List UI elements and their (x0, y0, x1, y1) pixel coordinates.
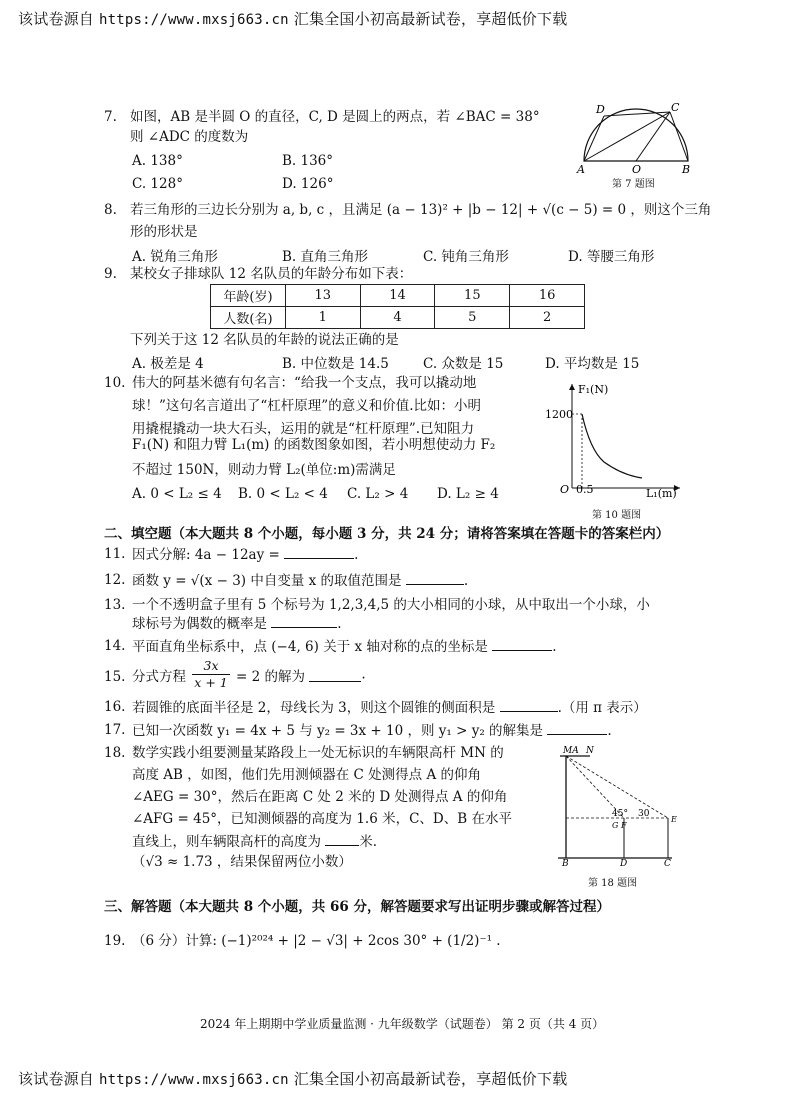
q10-x-axis-label: L₁(m) (646, 487, 677, 500)
q11-end: . (354, 547, 359, 563)
q13-line1: 一个不透明盒子里有 5 个标号为 1,2,3,4,5 的大小相同的小球，从中取出一个小球，小 (132, 597, 650, 613)
question-15 (132, 658, 366, 691)
q10-line5: 不超过 150N，则动力臂 L₂(单位:m)需满足 (132, 462, 396, 478)
q18-line5-end: 米. (359, 834, 378, 850)
q10-y-axis-label: F₁(N) (578, 383, 609, 396)
q16-number: 16. (104, 699, 126, 715)
q7-option-c: C. 128° (132, 176, 183, 192)
q8-line2: 形的形状是 (130, 224, 198, 240)
q14-text: 平面直角坐标系中，点 (−4, 6) 关于 x 轴对称的点的坐标是 (132, 639, 488, 655)
q15-numerator: 3x (192, 658, 229, 675)
q10-y-value-label: 1200 (545, 408, 573, 421)
q9-number: 9. (104, 266, 117, 282)
q10-line3: 用撬棍撬动一块大石头，运用的就是“杠杆原理”.已知阻力 (132, 421, 475, 437)
q18-label-30: 30 (638, 809, 650, 819)
q7-option-d: D. 126° (282, 176, 334, 192)
q9-option-b: B. 中位数是 14.5 (282, 356, 389, 372)
q10-option-d: D. L₂ ≥ 4 (437, 486, 499, 502)
q9-line1: 某校女子排球队 12 名队员的年龄分布如下表： (130, 266, 413, 282)
q13-answer-blank[interactable] (271, 614, 337, 628)
q10-line1: 伟大的阿基米德有句名言：“给我一个支点，我可以撬动地 (132, 375, 477, 391)
banner-suffix: 汇集全国小初高最新试卷，享超低价下载 (293, 1070, 568, 1088)
q10-x-value-label: 0.5 (576, 483, 594, 496)
q10-line2: 球！”这句名言道出了“杠杆原理”的意义和价值.比如：小明 (132, 398, 481, 414)
q10-option-b: B. 0 < L₂ < 4 (238, 486, 328, 502)
table-cell: 年龄(岁) (211, 285, 286, 307)
q10-inverse-function-graph (542, 380, 682, 502)
q18-answer-blank[interactable] (325, 832, 359, 846)
q14-number: 14. (104, 638, 126, 654)
q15-denominator: x + 1 (194, 675, 228, 690)
q12-answer-blank[interactable] (406, 571, 464, 585)
q18-label-b: B (562, 859, 569, 866)
q18-line1: 数学实践小组要测量某路段上一处无标识的车辆限高杆 MN 的 (132, 745, 504, 761)
section-3-title: 三、解答题（本大题共 8 个小题，共 66 分，解答题要求写出证明步骤或解答过程） (104, 899, 610, 915)
q15-post: = 2 的解为 (236, 668, 306, 685)
q8-option-a: A. 锐角三角形 (132, 249, 218, 265)
q7-label-a: A (577, 163, 585, 176)
table-cell: 14 (360, 285, 435, 307)
q18-line4: ∠AFG = 45°，已知测倾器的高度为 1.6 米，C、D、B 在水平 (132, 811, 512, 827)
question-17 (132, 721, 612, 740)
q18-line6: （√3 ≈ 1.73 ，结果保留两位小数） (132, 854, 352, 870)
q18-line5: 直线上，则车辆限高杆的高度为 (132, 834, 321, 850)
table-cell: 13 (285, 285, 360, 307)
q14-end: . (552, 639, 557, 655)
q10-origin-label: O (560, 483, 570, 496)
q7-semicircle-figure (572, 98, 696, 176)
q9-option-a: A. 极差是 4 (132, 356, 204, 372)
q9-option-d: D. 平均数是 15 (545, 356, 640, 372)
q9-table-row-age (211, 285, 585, 307)
q17-number: 17. (104, 722, 126, 738)
banner-prefix: 该试卷源自 (18, 10, 95, 28)
q8-option-b: B. 直角三角形 (282, 249, 369, 265)
q18-line2: 高度 AB ，如图，他们先用测倾器在 C 处测得点 A 的仰角 (132, 767, 481, 783)
q7-label-o: O (632, 163, 642, 176)
table-cell: 16 (510, 285, 585, 307)
q10-line4: F₁(N) 和阻力臂 L₁(m) 的函数图象如图，若小明想使动力 F₂ (132, 437, 496, 453)
q11-answer-blank[interactable] (284, 545, 354, 559)
q11-text: 因式分解: 4a − 12ay = (132, 547, 280, 563)
q9-option-c: C. 众数是 15 (423, 356, 504, 372)
q18-line5-wrap (132, 832, 377, 851)
q17-text: 已知一次函数 y₁ = 4x + 5 与 y₂ = 3x + 10 ，则 y₁ > y₂ 的解集是 (132, 723, 544, 739)
q10-option-a: A. 0 < L₂ ≤ 4 (132, 486, 222, 502)
q17-answer-blank[interactable] (547, 721, 607, 735)
q7-figure-caption: 第 7 题图 (612, 179, 655, 190)
q17-end: . (607, 723, 612, 739)
table-cell: 15 (435, 285, 510, 307)
page-footer: 2024 年上期期中学业质量监测 · 九年级数学（试题卷） 第 2 页（共 4 页） (200, 1017, 605, 1031)
q18-label-45: 45° (612, 809, 628, 819)
q7-number: 7. (104, 109, 117, 125)
banner-url[interactable]: https://www.mxsj663.cn (98, 12, 289, 28)
q16-answer-blank[interactable] (500, 698, 558, 712)
q12-text: 函数 y = √(x − 3) 中自变量 x 的取值范围是 (132, 573, 402, 589)
q18-label-d: D (620, 859, 628, 866)
q15-answer-blank[interactable] (309, 668, 361, 682)
q11-number: 11. (104, 546, 126, 562)
q12-number: 12. (104, 572, 126, 588)
q7-label-b: B (682, 163, 691, 176)
q9-age-table (210, 284, 585, 329)
q15-pre: 分式方程 (132, 668, 186, 685)
table-cell: 5 (435, 307, 510, 329)
q18-figure-caption: 第 18 题图 (588, 878, 638, 889)
q7-label-d: D (596, 103, 605, 116)
q7-line2: 则 ∠ADC 的度数为 (130, 129, 249, 145)
q13-line2: 球标号为偶数的概率是 (132, 616, 267, 632)
q18-number: 18. (104, 745, 126, 761)
q18-line3: ∠AEG = 30°，然后在距离 C 处 2 米的 D 处测得点 A 的仰角 (132, 789, 508, 805)
bottom-banner (18, 1068, 567, 1089)
banner-suffix: 汇集全国小初高最新试卷，享超低价下载 (293, 10, 568, 28)
q19-number: 19. (104, 933, 126, 949)
table-cell: 1 (285, 307, 360, 329)
q18-label-f: F (621, 821, 627, 830)
q7-label-c: C (671, 101, 680, 114)
question-16 (132, 698, 647, 717)
table-cell: 人数(名) (211, 307, 286, 329)
banner-url[interactable]: https://www.mxsj663.cn (98, 1072, 289, 1088)
q7-option-a: A. 138° (132, 153, 183, 169)
table-cell: 4 (360, 307, 435, 329)
q7-line1: 如图，AB 是半圆 O 的直径，C, D 是圆上的两点，若 ∠BAC = 38° (130, 109, 540, 125)
q9-line2: 下列关于这 12 名队员的年龄的说法正确的是 (130, 332, 399, 348)
q13-end: . (337, 616, 342, 632)
question-11 (132, 545, 358, 564)
question-14 (132, 637, 556, 656)
q14-answer-blank[interactable] (492, 637, 552, 651)
q10-option-c: C. L₂ > 4 (347, 486, 409, 502)
q16-text: 若圆锥的底面半径是 2，母线长为 3，则这个圆锥的侧面积是 (132, 700, 496, 716)
q18-label-ma: MA (563, 746, 579, 756)
q18-label-n: N (586, 746, 594, 756)
section-2-title: 二、填空题（本大题共 8 个小题，每小题 3 分，共 24 分；请将答案填在答题卡的答案栏内） (104, 526, 670, 542)
q15-end: . (361, 666, 366, 683)
q8-number: 8. (104, 202, 117, 218)
q10-figure-caption: 第 10 题图 (592, 510, 642, 521)
q12-end: . (463, 573, 469, 589)
q13-number: 13. (104, 597, 126, 613)
q10-number: 10. (104, 375, 126, 391)
table-cell: 2 (510, 307, 585, 329)
q18-label-g: G (612, 821, 619, 830)
top-banner (18, 8, 567, 29)
q18-label-c: C (664, 859, 671, 866)
q7-option-b: B. 136° (282, 153, 334, 169)
q15-number: 15. (104, 669, 126, 685)
q8-line1: 若三角形的三边长分别为 a, b, c ，且满足 (a − 13)² + |b − 12| + √(c − 5) = 0 ，则这个三角 (130, 202, 712, 218)
banner-prefix: 该试卷源自 (18, 1070, 95, 1088)
question-13-line2 (132, 614, 342, 633)
q9-table-row-count (211, 307, 585, 329)
q16-end: .（用 π 表示） (557, 700, 647, 716)
q18-height-bar-figure (550, 742, 682, 866)
question-12 (132, 571, 468, 590)
q8-option-c: C. 钝角三角形 (423, 249, 509, 265)
q8-option-d: D. 等腰三角形 (568, 249, 655, 265)
q19-text: （6 分）计算: (−1)²⁰²⁴ + |2 − √3| + 2cos 30° + (1/2)⁻¹ . (132, 933, 501, 949)
q18-label-e: E (671, 815, 677, 824)
